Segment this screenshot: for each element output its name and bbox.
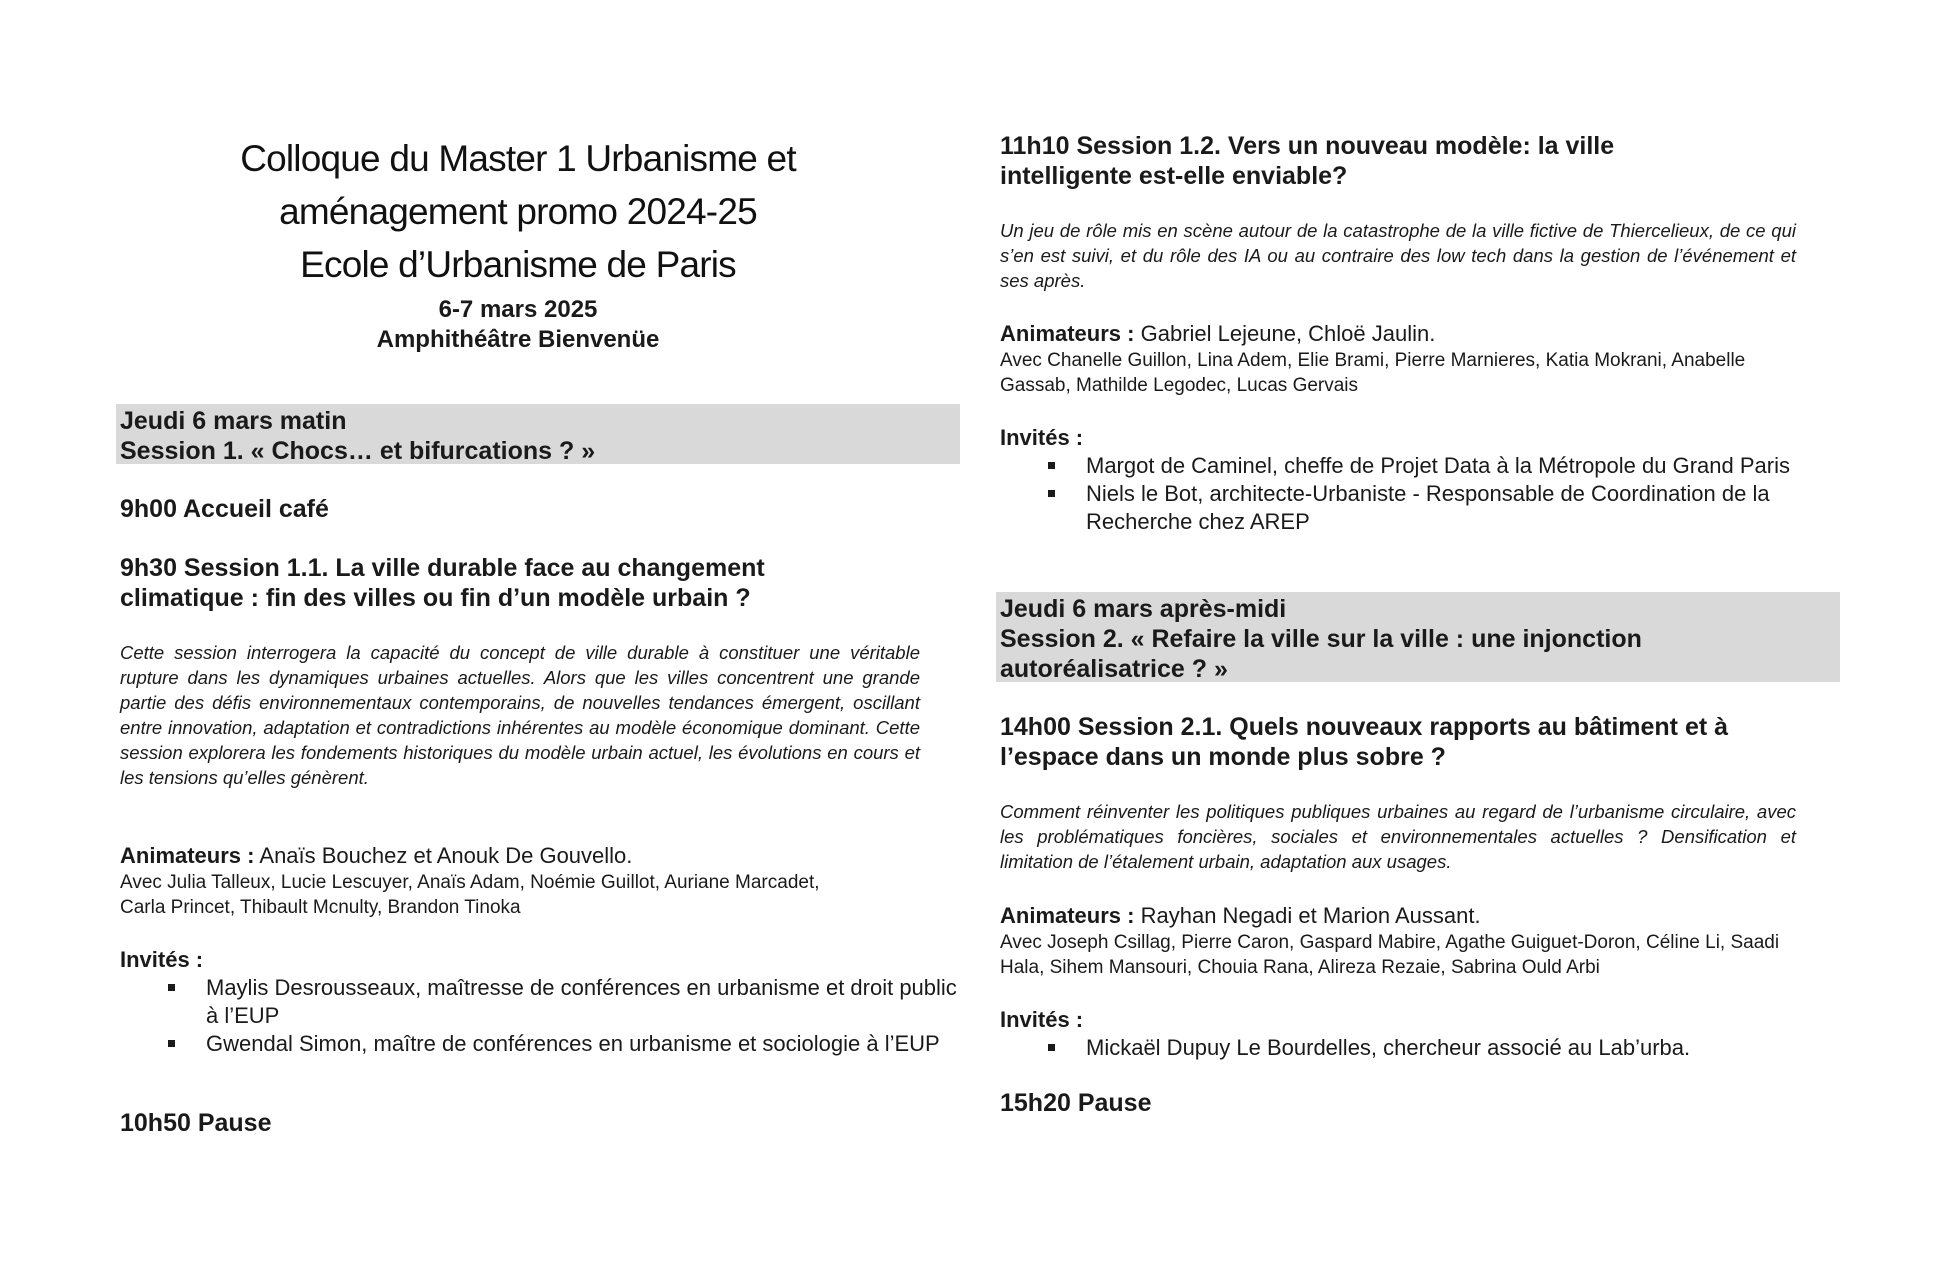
day-morning-heading: Jeudi 6 mars matin bbox=[120, 407, 347, 435]
session-2-1-title-line-2: l’espace dans un monde plus sobre ? bbox=[1000, 743, 1446, 771]
animators-label: Animateurs : bbox=[1000, 321, 1135, 346]
colloquium-title bbox=[118, 132, 918, 291]
session-2-1-description: Comment réinventer les politiques publiques urbaines au regard de l’urbanisme circulaire, avec les problématiques foncières, sociales et environnementales actuelles ? Densification et limitation de l’étalement urbain, adaptation aux usages. bbox=[1000, 801, 1796, 872]
list-item: Maylis Desrousseaux, maîtresse de conférences en urbanisme et droit public à l’EUP bbox=[168, 974, 958, 1030]
list-item: Gwendal Simon, maître de conférences en urbanisme et sociologie à l’EUP bbox=[168, 1030, 958, 1058]
animators-label: Animateurs : bbox=[1000, 903, 1135, 928]
guests-label: Invités : bbox=[120, 947, 204, 972]
event-dates: 6-7 mars 2025 bbox=[438, 296, 598, 323]
session-1-2-title-line-2: intelligente est-elle enviable? bbox=[1000, 162, 1348, 190]
session-1-1-title-line-1: 9h30 Session 1.1. La ville durable face au changement bbox=[120, 554, 765, 582]
session-2-1-title bbox=[1000, 712, 1840, 772]
pause-slot-afternoon: 15h20 Pause bbox=[1000, 1089, 1152, 1117]
title-line-1: Colloque du Master 1 Urbanisme et bbox=[240, 138, 796, 179]
animators-names: Rayhan Negadi et Marion Aussant. bbox=[1140, 903, 1481, 928]
guests-label: Invités : bbox=[1000, 1007, 1084, 1032]
bullet-icon bbox=[168, 1040, 175, 1047]
list-item: Niels le Bot, architecte-Urbaniste - Responsable de Coordination de la Recherche chez AREP bbox=[1048, 480, 1848, 536]
students-list: Avec Julia Talleux, Lucie Lescuyer, Anaïs Adam, Noémie Guillot, Auriane Marcadet, Carla Princet, Thibault Mcnulty, Brandon Tinoka bbox=[120, 872, 820, 918]
students-list: Avec Chanelle Guillon, Lina Adem, Elie Brami, Pierre Marnieres, Katia Mokrani, Anabelle Gassab, Mathilde Legodec, Lucas Gervais bbox=[1000, 350, 1746, 396]
session-2-band bbox=[996, 592, 1840, 682]
animators-names: Anaïs Bouchez et Anouk De Gouvello. bbox=[259, 843, 633, 868]
title-line-2: aménagement promo 2024-25 bbox=[279, 191, 757, 232]
session-1-2-guests bbox=[1000, 424, 1820, 536]
animators-line bbox=[120, 842, 940, 870]
session-1-2-title-line-1: 11h10 Session 1.2. Vers un nouveau modèle: la ville bbox=[1000, 132, 1615, 160]
bullet-icon bbox=[1048, 490, 1055, 497]
guests-list bbox=[1048, 452, 1848, 536]
session-2-1-guests bbox=[1000, 1006, 1820, 1062]
session-1-2-description: Un jeu de rôle mis en scène autour de la catastrophe de la ville fictive de Thiercelieux, de ce qui s’en est suivi, et du rôle des IA ou au contraire des low tech dans la gestion de l’événement et ses après. bbox=[1000, 220, 1796, 291]
session-1-heading: Session 1. « Chocs… et bifurcations ? » bbox=[120, 437, 596, 465]
day-afternoon-heading: Jeudi 6 mars après-midi bbox=[1000, 595, 1287, 623]
animators-names: Gabriel Lejeune, Chloë Jaulin. bbox=[1140, 321, 1436, 346]
pause-slot: 10h50 Pause bbox=[120, 1109, 272, 1137]
list-item: Mickaël Dupuy Le Bourdelles, chercheur associé au Lab’urba. bbox=[1048, 1034, 1848, 1062]
event-venue: Amphithéâtre Bienvenüe bbox=[376, 326, 660, 353]
session-1-2-organizers bbox=[1000, 320, 1820, 398]
session-1-1-title-line-2: climatique : fin des villes ou fin d’un modèle urbain ? bbox=[120, 584, 751, 612]
session-2-1-organizers bbox=[1000, 902, 1820, 980]
bullet-icon bbox=[168, 984, 175, 991]
bullet-icon bbox=[1048, 1044, 1055, 1051]
session-1-band bbox=[116, 404, 960, 464]
guests-label: Invités : bbox=[1000, 425, 1084, 450]
guests-list bbox=[168, 974, 958, 1058]
session-1-1-guests bbox=[120, 946, 957, 1058]
students-list: Avec Joseph Csillag, Pierre Caron, Gaspard Mabire, Agathe Guiguet-Doron, Céline Li, Saadi Hala, Sihem Mansouri, Chouia Rana, Alireza Rezaie, Sabrina Ould Arbi bbox=[1000, 932, 1780, 978]
session-1-2-title bbox=[1000, 131, 1840, 191]
document-header bbox=[118, 132, 918, 355]
title-line-3: Ecole d’Urbanisme de Paris bbox=[300, 244, 736, 285]
welcome-coffee-slot: 9h00 Accueil café bbox=[120, 495, 329, 523]
guests-list bbox=[1048, 1034, 1848, 1062]
session-2-heading-line-2: autoréalisatrice ? » bbox=[1000, 655, 1228, 683]
animators-line bbox=[1000, 320, 1820, 348]
session-2-1-title-line-1: 14h00 Session 2.1. Quels nouveaux rapports au bâtiment et à bbox=[1000, 713, 1729, 741]
animators-label: Animateurs : bbox=[120, 843, 255, 868]
list-item: Margot de Caminel, cheffe de Projet Data à la Métropole du Grand Paris bbox=[1048, 452, 1848, 480]
session-2-heading-line-1: Session 2. « Refaire la ville sur la ville : une injonction bbox=[1000, 625, 1642, 653]
session-1-1-organizers bbox=[120, 842, 940, 920]
session-1-1-title bbox=[120, 553, 960, 613]
animators-line bbox=[1000, 902, 1820, 930]
session-1-1-description: Cette session interrogera la capacité du concept de ville durable à constituer une véritable rupture dans les dynamiques urbaines actuelles. Alors que les villes concentrent une grande partie des défis environnementaux contemporains, de nouvelles tendances émergent, oscillant entre innovation, adaptation et contradictions inhérentes au modèle économique dominant. Cette session explorera les fondements historiques du modèle urbain actuel, les évolutions en cours et les tensions qu’elles génèrent. bbox=[120, 642, 920, 788]
bullet-icon bbox=[1048, 462, 1055, 469]
